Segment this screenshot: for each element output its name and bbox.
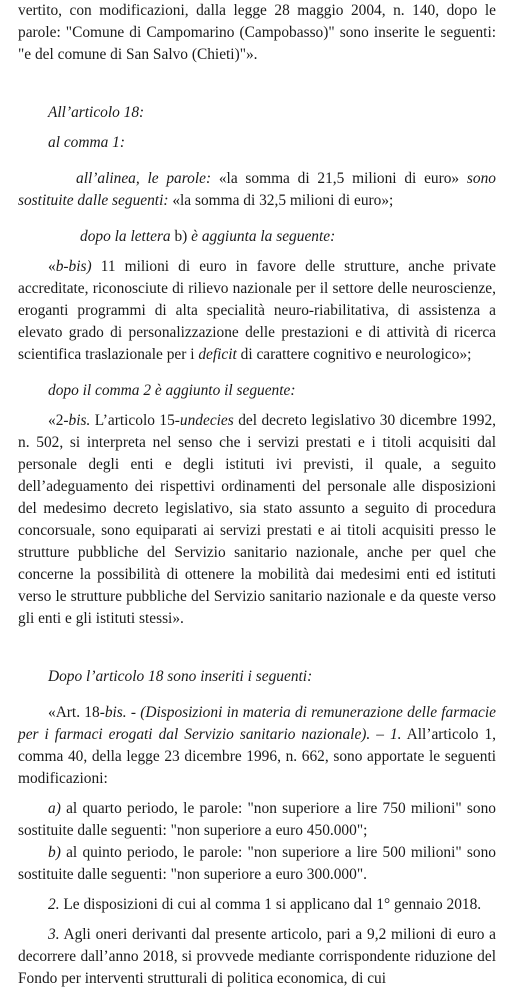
alinea-lead: all’alinea, le parole: <box>76 170 212 187</box>
paragraph-continuation: vertito, con modificazioni, dalla legge 28 maggio 2004, n. 140, dopo le parole: "Comune di Campomarino (Campobasso)" sono inserite le seguenti: "e del comune di San Salvo (Chieti)"». <box>18 2 496 63</box>
heading-dopo-articolo-18: Dopo l’articolo 18 sono inseriti i seguenti: <box>48 668 313 685</box>
paragraph-lettera-b <box>18 842 496 886</box>
paragraph-b-bis <box>18 256 496 366</box>
comma-3-num: 3. <box>48 926 60 943</box>
comma-2-num: 2. <box>48 896 60 913</box>
document-page <box>18 0 496 990</box>
lettera-b-post: è aggiunta la seguente: <box>187 228 336 245</box>
2-bis-bis: bis. <box>68 412 91 429</box>
lettera-b-letter: b) <box>174 228 188 245</box>
spacer <box>18 688 496 702</box>
2-bis-text-1: L’articolo 15- <box>90 412 180 429</box>
spacer <box>18 248 496 256</box>
lettera-a-text: al quarto periodo, le parole: "non superiore a lire 750 milioni" sono sostituite dalle seguenti: "non superiore a euro 450.000"; <box>18 800 496 839</box>
spacer <box>18 790 496 798</box>
b-bis-text-1: 11 milioni di euro in favore delle strutture, anche private accreditate, riconosciute di rilievo nazionale per il settore delle neuroscienze, eroganti programmi di alta specialità neuro-riabilitativa, di assistenza a elevato grado di personalizzazione delle prestazioni e di attività di ricerca scientifica traslazionale per i <box>18 258 496 363</box>
paragraph-lettera-a <box>18 798 496 842</box>
paragraph-comma-3 <box>18 924 496 990</box>
spacer <box>18 366 496 380</box>
spacer <box>18 630 496 666</box>
art18bis-bis: bis. <box>104 704 127 721</box>
spacer <box>18 886 496 894</box>
2-bis-open: «2- <box>48 412 69 429</box>
spacer <box>18 402 496 410</box>
alinea-quote-new: «la somma di 32,5 milioni di euro»; <box>168 192 394 209</box>
lettera-b-text: al quinto periodo, le parole: "non superiore a lire 500 milioni" sono sostituite dalle seguenti: "non superiore a euro 300.000". <box>18 844 496 883</box>
paragraph-comma-2 <box>18 894 496 916</box>
comma-2-text: Le disposizioni di cui al comma 1 si applicano dal 1° gennaio 2018. <box>59 896 482 913</box>
paragraph-art-18-bis <box>18 702 496 790</box>
art18bis-dash: - <box>126 704 141 721</box>
comma-3-text: Agli oneri derivanti dal presente articolo, pari a 9,2 milioni di euro a decorrere dall’anno 2018, si provvede mediante corrispondente riduzione del Fondo per interventi strutturali di politica economica, di cui <box>18 926 496 987</box>
heading-comma-2: dopo il comma 2 è aggiunto il seguente: <box>48 382 296 399</box>
spacer <box>18 124 496 132</box>
art18bis-comma-num: – 1. <box>370 726 402 743</box>
lettera-b-pre: dopo la lettera <box>80 228 175 245</box>
spacer <box>18 916 496 924</box>
lettera-b-label: b) <box>48 844 61 861</box>
2-bis-undecies: undecies <box>179 412 234 429</box>
b-bis-text-2: di carattere cognitivo e neurologico»; <box>236 346 472 363</box>
paragraph-alinea <box>18 168 496 212</box>
spacer <box>18 154 496 168</box>
spacer <box>18 66 496 102</box>
b-bis-open: « <box>48 258 56 275</box>
heading-comma-1: al comma 1: <box>48 134 125 151</box>
b-bis-label: b-bis) <box>55 258 92 275</box>
lettera-a-label: a) <box>48 800 61 817</box>
alinea-mid: sono sostituite dalle seguenti: <box>18 170 496 209</box>
art18bis-title: (Disposizioni in materia di remunerazione delle farmacie per i farmaci erogati dal Servizio sanitario nazionale). <box>18 704 496 743</box>
2-bis-text-2: del decreto legislativo 30 dicembre 1992, n. 502, si interpreta nel senso che i servizi prestati e i titoli acquisiti dal personale degli enti e degli istituti ivi previsti, il quale, a seguito dell’adeguamento dei rispettivi ordinamenti del personale alle disposizioni del medesimo decreto legislativo, sia stato assunto a seguito di procedura concorsuale, sono equiparati ai servizi prestati e ai titoli acquisiti presso le strutture pubbliche del Servizio sanitario nazionale, anche per quel che concerne la possibilità di ottenere la mobilità dai medesimi enti ed istituti verso le strutture pubbliche del Servizio sanitario nazionale e da queste verso gli enti e gli istituti stessi». <box>18 412 496 627</box>
spacer <box>18 212 496 226</box>
art18bis-open: «Art. 18- <box>48 704 105 721</box>
paragraph-2-bis <box>18 410 496 630</box>
heading-lettera-b <box>18 226 496 248</box>
art18bis-text: All’articolo 1, comma 40, della legge 23 dicembre 1996, n. 662, sono apportate le seguenti modificazioni: <box>18 726 496 787</box>
heading-articolo-18: All’articolo 18: <box>48 104 145 121</box>
b-bis-deficit: deficit <box>198 346 237 363</box>
alinea-quote-old: «la somma di 21,5 milioni di euro» <box>211 170 467 187</box>
